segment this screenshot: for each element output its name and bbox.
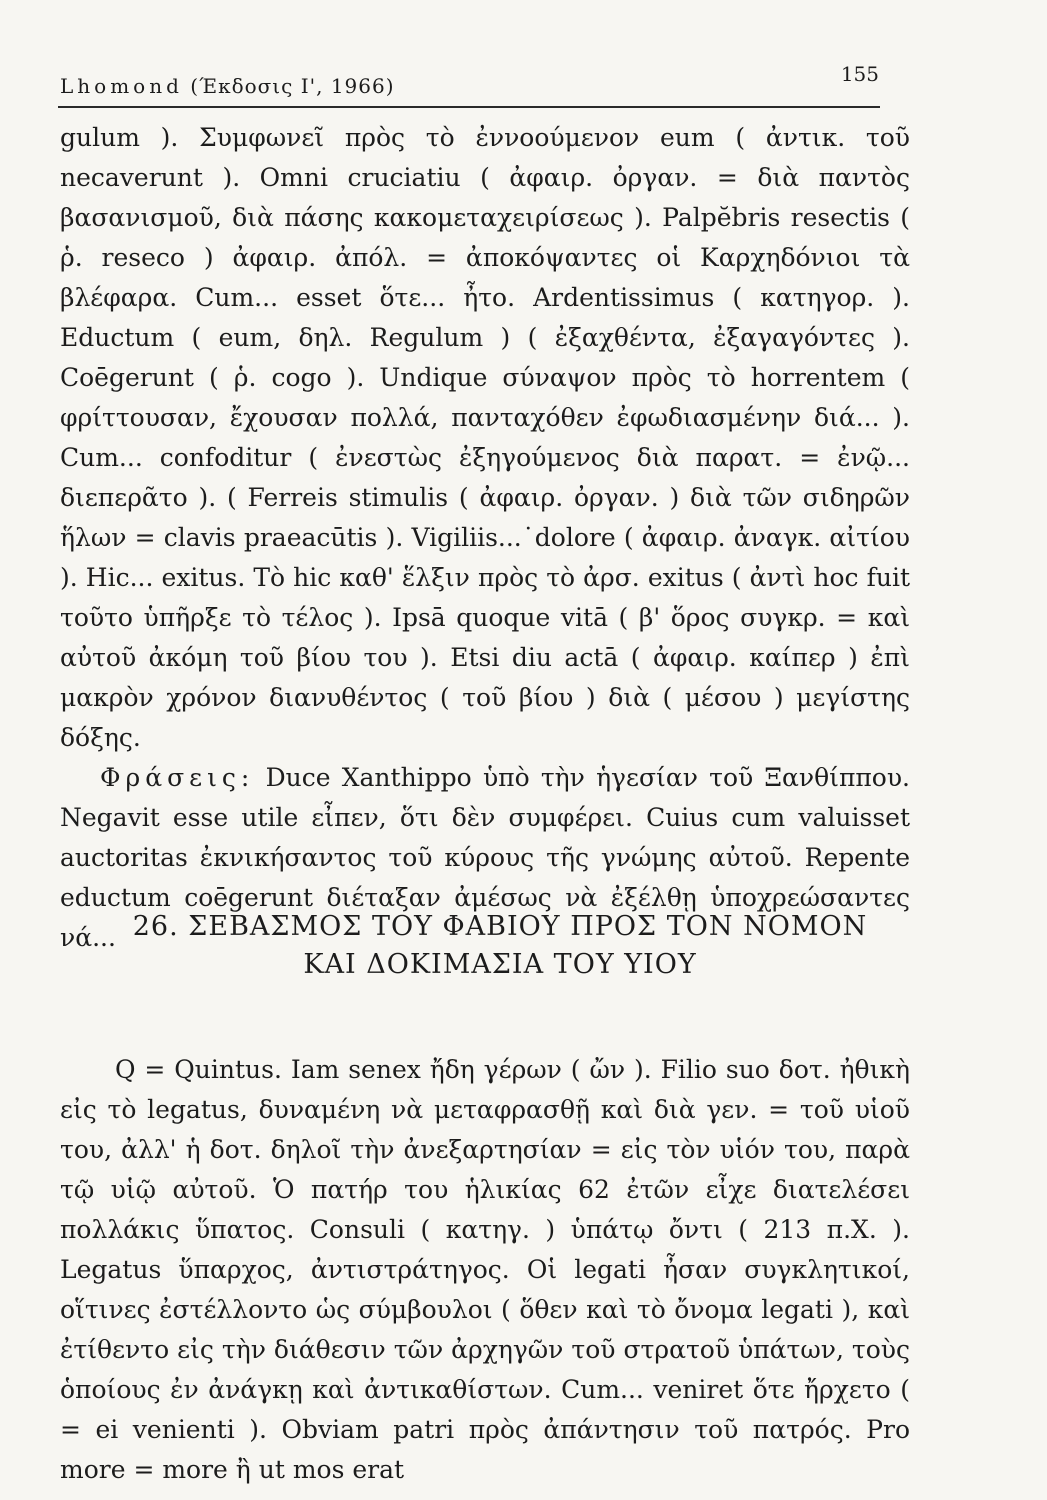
section-number: 26. bbox=[132, 911, 179, 942]
notes-paragraph: gulum ). Συμφωνεῖ πρὸς τὸ ἐννοούμενον eum ( ἀντικ. τοῦ necaverunt ). Omni cruciatiu ( ἀφαιρ. ὀργαν. = διὰ παντὸς βασανισμοῦ, διὰ πάσης κακομεταχειρίσεως ). Palpĕbris resectis ( ῥ. reseco ) ἀφαιρ. ἀπόλ. = ἀποκόψαντες οἱ Καρχηδόνιοι τὰ βλέφαρα. Cum... esset ὅτε... ἦτο. Ardentissimus ( κατηγορ. ). Eductum ( eum, δηλ. Regulum ) ( ἐξαχθέντα, ἐξαγαγόντες ). Coēgerunt ( ῥ. cogo ). Undique σύναψον πρὸς τὸ horrentem ( φρίττουσαν, ἔχουσαν πολλά, πανταχόθεν ἐφωδιασμένην διά... ). Cum... confoditur ( ἐνεστὼς ἐξηγούμενος διὰ παρατ. = ἐνῷ... διεπερᾶτο ). ( Ferreis stimulis ( ἀφαιρ. ὀργαν. ) διὰ τῶν σιδηρῶν ἥλων = clavis praeacūtis ). Vigiliis...˙dolore ( ἀφαιρ. ἀναγκ. αἰτίου ). Hic... exitus. Τὸ hic καθ' ἕλξιν πρὸς τὸ ἀρσ. exitus ( ἀντὶ hoc fuit τοῦτο ὑπῆρξε τὸ τέλος ). Ipsā quoque vitā ( β' ὅρος συγκρ. = καὶ αὐτοῦ ἀκόμη τοῦ βίου του ). Etsi diu actā ( ἀφαιρ. καίπερ ) ἐπὶ μακρὸν χρόνον διανυθέντος ( τοῦ βίου ) διὰ ( μέσου ) μεγίστης δόξης. bbox=[60, 123, 910, 752]
section-title-line-2: ΚΑΙ ΔΟΚΙΜΑΣΙΑ ΤΟΥ ΥΙΟΥ bbox=[303, 949, 697, 980]
commentary-notes bbox=[60, 118, 910, 958]
page-number: 155 bbox=[840, 62, 879, 86]
running-head-edition: (Έκδοσις Ι', 1966) bbox=[190, 74, 395, 98]
section-paragraph: Q = Quintus. Iam senex ἤδη γέρων ( ὤν ). Filio suo δοτ. ἠθικὴ εἰς τὸ legatus, δυναμένη νὰ μεταφρασθῇ καὶ διὰ γεν. = τοῦ υἱοῦ του, ἀλλ' ἡ δοτ. δηλοῖ τὴν ἀνεξαρτησίαν = εἰς τὸν υἱόν του, παρὰ τῷ υἱῷ αὐτοῦ. Ὁ πατήρ του ἡλικίας 62 ἐτῶν εἶχε διατελέσει πολλάκις ὕπατος. Consuli ( κατηγ. ) ὑπάτῳ ὄντι ( 213 π.Χ. ). Legatus ὕπαρχος, ἀντιστράτηγος. Οἱ legati ἦσαν συγκλητικοί, οἵτινες ἐστέλλοντο ὡς σύμβουλοι ( ὅθεν καὶ τὸ ὄνομα legati ), καὶ ἐτίθεντο εἰς τὴν διάθεσιν τῶν ἀρχηγῶν τοῦ στρατοῦ ὑπάτων, τοὺς ὁποίους ἐν ἀνάγκῃ καὶ ἀντικαθίστων. Cum... veniret ὅτε ἤρχετο ( = ei venienti ). Obviam patri πρὸς ἀπάντησιν τοῦ πατρός. Pro more = more ἢ ut mos erat bbox=[60, 1055, 910, 1484]
section-heading bbox=[100, 908, 900, 984]
phrases-label: Φράσεις: bbox=[100, 763, 255, 792]
section-commentary bbox=[60, 1050, 910, 1490]
running-head bbox=[60, 74, 880, 98]
running-head-author: Lhomond bbox=[60, 74, 183, 98]
phrases-text: Duce Xanthippo ὑπὸ τὴν ἡγεσίαν τοῦ Ξανθίππου. Negavit esse utile εἶπεν, ὅτι δὲν συμφέρει. Cuius cum valuisset auctoritas ἐκνικήσαντος τοῦ κύρους τῆς γνώμης αὐτοῦ. Repente eductum coēgerunt διέταξαν ἀμέσως νὰ ἐξέλθῃ ὑποχρεώσαντες νά... bbox=[60, 763, 911, 952]
section-title-line-1: ΣΕΒΑΣΜΟΣ ΤΟΥ ΦΑΒΙΟΥ ΠΡΟΣ ΤΟΝ ΝΟΜΟΝ bbox=[188, 911, 868, 942]
header-rule bbox=[58, 106, 880, 108]
